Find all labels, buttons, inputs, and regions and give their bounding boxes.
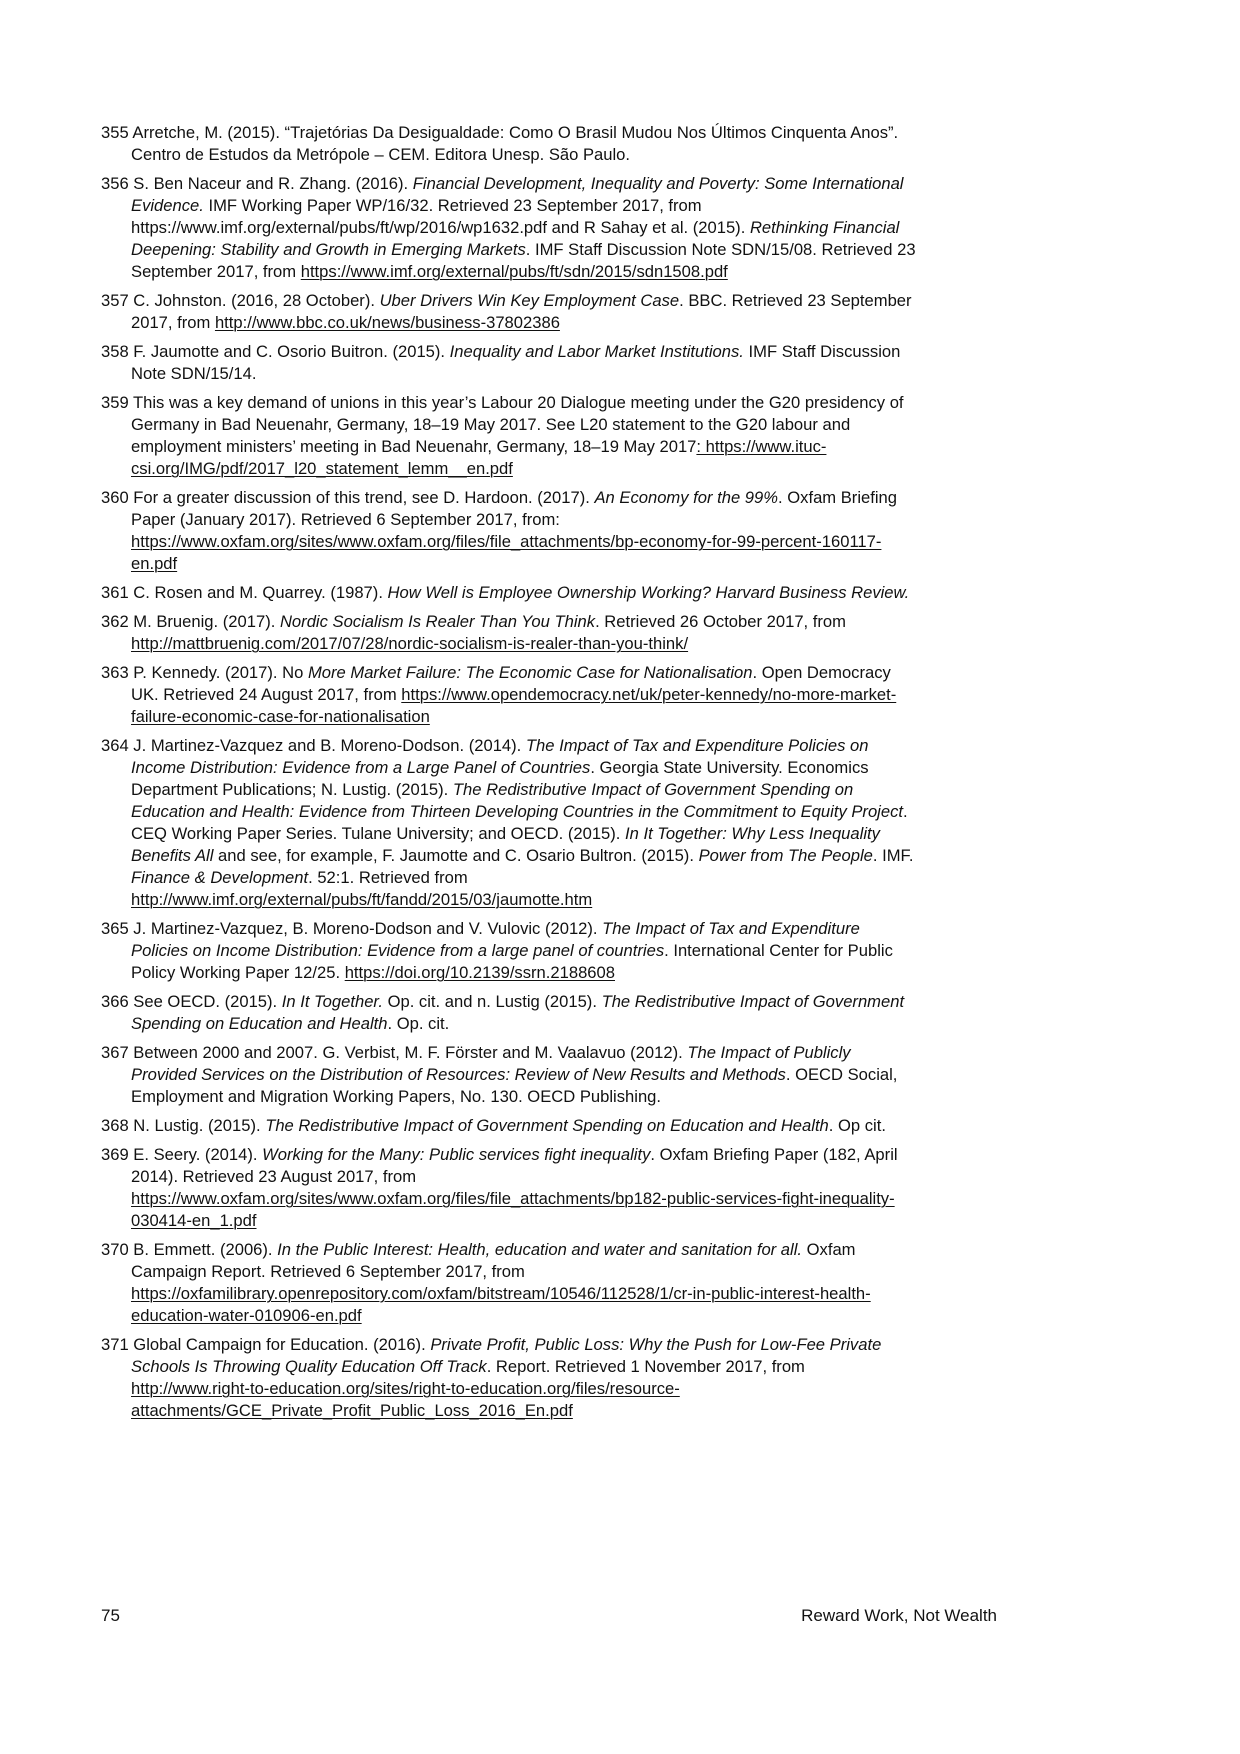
endnote-text: . BBC. Retrieved 23 September 2017, from [131, 291, 912, 332]
endnotes-list [101, 122, 916, 1429]
endnote-title: Working for the Many: Public services fight inequality [262, 1145, 651, 1164]
endnote-title: Power from The People [698, 846, 873, 865]
endnote-text: . Oxfam Briefing Paper (January 2017). Retrieved 6 September 2017, from: [131, 488, 897, 529]
endnote [101, 735, 916, 911]
endnote-link[interactable]: http://mattbruenig.com/2017/07/28/nordic-socialism-is-realer-than-you-think/ [131, 634, 689, 653]
endnote [101, 582, 916, 604]
endnote-title: In It Together: Why Less Inequality Benefits All [131, 824, 880, 865]
endnote-text: . Retrieved 26 October 2017, from [595, 612, 846, 631]
endnote [101, 1239, 916, 1327]
endnote-link[interactable]: https://www.oxfam.org/sites/www.oxfam.org/files/file_attachments/bp182-public-services-fight-inequality-030414-en_1.pdf [131, 1189, 895, 1230]
endnote-text: 359 This was a key demand of unions in this year’s Labour 20 Dialogue meeting under the G20 presidency of Germany in Bad Neuenahr, Germany, 18–19 May 2017. See L20 statement to the G20 labour and employment ministers’ meeting in Bad Neuenahr, Germany, 18–19 May 2017 [101, 393, 904, 456]
endnote-text: . 52:1. Retrieved from [308, 868, 468, 887]
page-number: 75 [101, 1606, 120, 1625]
endnote-title: Finance & Development [131, 868, 309, 887]
endnote-title: How Well is Employee Ownership Working? Harvard Business Review. [387, 583, 910, 602]
endnote-text: 361 C. Rosen and M. Quarrey. (1987). [101, 583, 388, 602]
endnote [101, 991, 916, 1035]
endnote-title: In the Public Interest: Health, education and water and sanitation for all. [277, 1240, 803, 1259]
endnote [101, 392, 916, 480]
endnote-text: 364 J. Martinez-Vazquez and B. Moreno-Dodson. (2014). [101, 736, 526, 755]
endnote-text: 369 E. Seery. (2014). [101, 1145, 263, 1164]
endnote-text: 367 Between 2000 and 2007. G. Verbist, M. F. Förster and M. Vaalavuo (2012). [101, 1043, 688, 1062]
endnote-text: . CEQ Working Paper Series. Tulane University; and OECD. (2015). [131, 802, 908, 843]
endnote-title: Uber Drivers Win Key Employment Case [379, 291, 680, 310]
footer-title: Reward Work, Not Wealth [801, 1606, 997, 1625]
endnote-text: . Open Democracy UK. Retrieved 24 August 2017, from [131, 663, 891, 704]
endnote-text: 370 B. Emmett. (2006). [101, 1240, 278, 1259]
endnote-title: Inequality and Labor Market Institutions. [449, 342, 744, 361]
endnote-text: and see, for example, F. Jaumotte and C. Osario Bultron. (2015). [213, 846, 699, 865]
endnote-title: The Redistributive Impact of Government Spending on Education and Health [131, 992, 905, 1033]
endnote-text: 368 N. Lustig. (2015). [101, 1116, 266, 1135]
endnote-text: 360 For a greater discussion of this trend, see D. Hardoon. (2017). [101, 488, 595, 507]
endnote-text: . IMF Staff Discussion Note SDN/15/08. Retrieved 23 September 2017, from [131, 240, 916, 281]
endnote-title: Financial Development, Inequality and Poverty: Some International Evidence. [131, 174, 904, 215]
endnote-title: The Impact of Tax and Expenditure Policies on Income Distribution: Evidence from a large panel of countries [131, 919, 860, 960]
endnote-text: 366 See OECD. (2015). [101, 992, 282, 1011]
endnote [101, 1144, 916, 1232]
endnote [101, 1042, 916, 1108]
endnote-text: . OECD Social, Employment and Migration Working Papers, No. 130. OECD Publishing. [131, 1065, 898, 1106]
endnote-link[interactable]: https://doi.org/10.2139/ssrn.2188608 [344, 963, 615, 982]
endnote [101, 487, 916, 575]
endnote-text: IMF Staff Discussion Note SDN/15/14. [131, 342, 901, 383]
endnote-title: Rethinking Financial Deepening: Stability and Growth in Emerging Markets [131, 218, 900, 259]
endnote-text: 363 P. Kennedy. (2017). No [101, 663, 308, 682]
endnote-text: . International Center for Public Policy Working Paper 12/25. [131, 941, 893, 982]
endnote [101, 173, 916, 283]
endnote-link[interactable]: https://www.imf.org/external/pubs/ft/sdn/2015/sdn1508.pdf [300, 262, 728, 281]
endnote-title: Nordic Socialism Is Realer Than You Think [279, 612, 596, 631]
endnote-title: In It Together. [281, 992, 383, 1011]
endnote-text: 365 J. Martinez-Vazquez, B. Moreno-Dodson and V. Vulovic (2012). [101, 919, 603, 938]
endnote [101, 918, 916, 984]
endnote-link[interactable]: https://oxfamilibrary.openrepository.com/oxfam/bitstream/10546/112528/1/cr-in-public-interest-health-education-water-010906-en.pdf [131, 1284, 871, 1325]
endnote-text: . IMF. [872, 846, 914, 865]
endnote-title: The Redistributive Impact of Government Spending on Education and Health [265, 1116, 829, 1135]
endnote [101, 341, 916, 385]
endnote-text: IMF Working Paper WP/16/32. Retrieved 23 September 2017, from https://www.imf.org/external/pubs/ft/wp/2016/wp1632.pdf and R Sahay et al. (2015). [131, 196, 750, 237]
endnote-text: 355 Arretche, M. (2015). “Trajetórias Da Desigualdade: Como O Brasil Mudou Nos Últimos Cinquenta Anos”. Centro de Estudos da Metrópole – CEM. Editora Unesp. São Paulo. [101, 123, 899, 164]
endnote-title: The Impact of Tax and Expenditure Policies on Income Distribution: Evidence from a Large Panel of Countries [131, 736, 869, 777]
endnote-title: The Redistributive Impact of Government Spending on Education and Health: Evidence from Thirteen Developing Countries in the Commitment to Equity Project [131, 780, 903, 821]
endnote-text: 371 Global Campaign for Education. (2016). [101, 1335, 431, 1354]
endnote-text: . Georgia State University. Economics Department Publications; N. Lustig. (2015). [131, 758, 869, 799]
endnote-title: Private Profit, Public Loss: Why the Push for Low-Fee Private Schools Is Throwing Quality Education Off Track [131, 1335, 882, 1376]
endnote-link[interactable]: https://www.opendemocracy.net/uk/peter-kennedy/no-more-market-failure-economic-case-for-nationalisation [131, 685, 897, 726]
endnote [101, 662, 916, 728]
endnote-text: 362 M. Bruenig. (2017). [101, 612, 280, 631]
endnote-text: 357 C. Johnston. (2016, 28 October). [101, 291, 380, 310]
endnote-link[interactable]: http://www.bbc.co.uk/news/business-37802386 [214, 313, 560, 332]
endnote [101, 1115, 916, 1137]
endnote [101, 122, 916, 166]
endnote-title: The Impact of Publicly Provided Services on the Distribution of Resources: Review of New Results and Methods [131, 1043, 851, 1084]
endnote [101, 1334, 916, 1422]
endnote [101, 611, 916, 655]
endnote-text: 358 F. Jaumotte and C. Osorio Buitron. (2015). [101, 342, 450, 361]
endnote-text: . Op. cit. [387, 1014, 450, 1033]
endnote-link[interactable]: https://www.oxfam.org/sites/www.oxfam.org/files/file_attachments/bp-economy-for-99-percent-160117-en.pdf [131, 532, 882, 573]
endnote-title: An Economy for the 99% [594, 488, 779, 507]
endnote-text: Op. cit. and n. Lustig (2015). [382, 992, 602, 1011]
endnote-text: . Oxfam Briefing Paper (182, April 2014). Retrieved 23 August 2017, from [131, 1145, 898, 1186]
endnote [101, 290, 916, 334]
endnote-text: 356 S. Ben Naceur and R. Zhang. (2016). [101, 174, 413, 193]
endnote-link[interactable]: : https://www.ituc-csi.org/IMG/pdf/2017_l20_statement_lemm__en.pdf [131, 437, 827, 478]
endnote-title: More Market Failure: The Economic Case for Nationalisation [307, 663, 753, 682]
endnote-link[interactable]: http://www.imf.org/external/pubs/ft/fandd/2015/03/jaumotte.htm [131, 890, 593, 909]
endnote-text: . Op cit. [828, 1116, 886, 1135]
endnote-link[interactable]: http://www.right-to-education.org/sites/right-to-education.org/files/resource-attachments/GCE_Private_Profit_Public_Loss_2016_En.pdf [131, 1379, 680, 1420]
endnote-text: Oxfam Campaign Report. Retrieved 6 September 2017, from [131, 1240, 856, 1281]
endnote-text: . Report. Retrieved 1 November 2017, from [486, 1357, 805, 1376]
